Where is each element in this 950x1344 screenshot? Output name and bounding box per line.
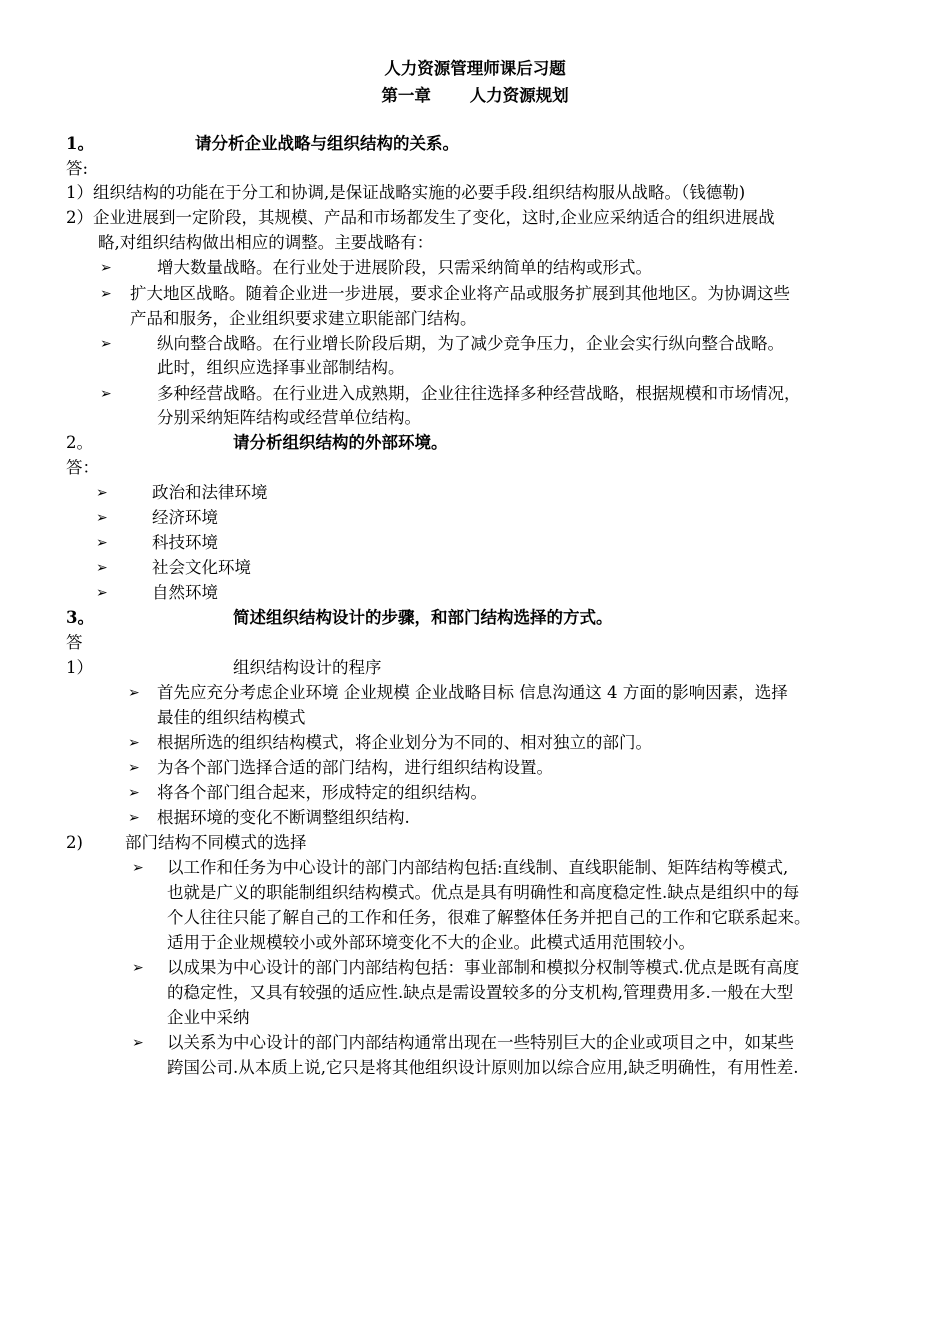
- q1-answer-label: 答:: [66, 159, 89, 178]
- bullet-arrow-icon: ➢: [100, 386, 112, 402]
- bullet-arrow-icon: ➢: [96, 535, 108, 551]
- q2-question: 请分析组织结构的外部环境。: [233, 433, 448, 452]
- q3-s1-step-2: 根据所选的组织结构模式，将企业划分为不同的、相对独立的部门。: [157, 733, 652, 752]
- q1-strategy-3-line-1: 纵向整合战略。在行业增长阶段后期，为了减少竞争压力，企业会实行纵向整合战略。: [157, 334, 784, 353]
- document-title: 人力资源管理师课后习题: [384, 59, 566, 78]
- q1-number: 1。: [66, 134, 94, 153]
- bullet-arrow-icon: ➢: [128, 810, 140, 826]
- q3-s2-mode-2-line-1: 以成果为中心设计的部门内部结构包括：事业部制和模拟分权制等模式.优点是既有高度: [167, 958, 800, 977]
- q3-s2-mode-1-line-4: 适用于企业规模较小或外部环境变化不大的企业。此模式适用范围较小。: [167, 933, 695, 952]
- bullet-arrow-icon: ➢: [132, 860, 144, 876]
- q1-strategy-3-line-2: 此时，组织应选择事业部制结构。: [157, 358, 405, 377]
- q3-section-1-title: 组织结构设计的程序: [233, 658, 382, 677]
- q3-section-2-title: 部门结构不同模式的选择: [125, 833, 307, 852]
- q2-answer-label: 答：: [66, 458, 99, 477]
- bullet-arrow-icon: ➢: [96, 585, 108, 601]
- bullet-arrow-icon: ➢: [100, 286, 112, 302]
- q2-env-item: 社会文化环境: [152, 558, 251, 577]
- bullet-arrow-icon: ➢: [128, 785, 140, 801]
- q3-s1-step-5: 根据环境的变化不断调整组织结构.: [157, 808, 410, 827]
- q3-s2-mode-3-line-1: 以关系为中心设计的部门内部结构通常出现在一些特别巨大的企业或项目之中，如某些: [167, 1033, 794, 1052]
- bullet-arrow-icon: ➢: [96, 560, 108, 576]
- q1-paragraph-1: 1）组织结构的功能在于分工和协调,是保证战略实施的必要手段.组织结构服从战略。（钱德勒): [66, 183, 746, 202]
- bullet-arrow-icon: ➢: [132, 1035, 144, 1051]
- q3-s2-mode-3-line-2: 跨国公司.从本质上说,它只是将其他组织设计原则加以综合应用,缺乏明确性，有用性差.: [167, 1058, 799, 1077]
- q1-paragraph-2-line-1: 2）企业进展到一定阶段，其规模、产品和市场都发生了变化，这时,企业应采纳适合的组织进展战: [66, 208, 775, 227]
- bullet-arrow-icon: ➢: [128, 760, 140, 776]
- q2-env-item: 科技环境: [152, 533, 218, 552]
- q3-s2-mode-2-line-2: 的稳定性，又具有较强的适应性.缺点是需设置较多的分支机构,管理费用多.一般在大型: [167, 983, 794, 1002]
- q1-strategy-2-line-2: 产品和服务，企业组织要求建立职能部门结构。: [130, 309, 477, 328]
- bullet-arrow-icon: ➢: [132, 960, 144, 976]
- q3-s2-mode-1-line-1: 以工作和任务为中心设计的部门内部结构包括:直线制、直线职能制、矩阵结构等模式,: [167, 858, 789, 877]
- q1-question: 请分析企业战略与组织结构的关系。: [195, 134, 459, 153]
- chapter-title: 第一章 人力资源规划: [381, 86, 569, 105]
- bullet-arrow-icon: ➢: [128, 735, 140, 751]
- bullet-arrow-icon: ➢: [96, 485, 108, 501]
- q3-s2-mode-1-line-3: 个人往往只能了解自己的工作和任务，很难了解整体任务并把自己的工作和它联系起来。: [167, 908, 811, 927]
- q3-s1-step-1-line-1: 首先应充分考虑企业环境 企业规模 企业战略目标 信息沟通这 4 方面的影响因素，选择: [157, 683, 788, 702]
- q3-question: 简述组织结构设计的步骤，和部门结构选择的方式。: [233, 608, 613, 627]
- q1-strategy-1: 增大数量战略。在行业处于进展阶段，只需采纳简单的结构或形式。: [157, 258, 652, 277]
- bullet-arrow-icon: ➢: [128, 685, 140, 701]
- q2-env-item: 经济环境: [152, 508, 218, 527]
- q3-answer-label: 答: [66, 633, 83, 652]
- q2-number: 2。: [66, 433, 93, 452]
- q1-strategy-4-line-2: 分别采纳矩阵结构或经营单位结构。: [157, 408, 421, 427]
- q3-s1-step-1-line-2: 最佳的组织结构模式: [157, 708, 306, 727]
- q3-s2-mode-1-line-2: 也就是广义的职能制组织结构模式。优点是具有明确性和高度稳定性.缺点是组织中的每: [167, 883, 800, 902]
- q3-section-2-number: 2): [66, 833, 83, 852]
- q2-env-item: 自然环境: [152, 583, 218, 602]
- q2-env-item: 政治和法律环境: [152, 483, 268, 502]
- bullet-arrow-icon: ➢: [100, 260, 112, 276]
- bullet-arrow-icon: ➢: [96, 510, 108, 526]
- q1-paragraph-2-line-2: 略,对组织结构做出相应的调整。主要战略有：: [98, 233, 434, 252]
- q1-strategy-4-line-1: 多种经营战略。在行业进入成熟期，企业往往选择多种经营战略，根据规模和市场情况，: [157, 384, 801, 403]
- q3-s1-step-4: 将各个部门组合起来，形成特定的组织结构。: [157, 783, 487, 802]
- q3-s2-mode-2-line-3: 企业中采纳: [167, 1008, 250, 1027]
- q3-section-1-number: 1）: [66, 658, 93, 677]
- q3-s1-step-3: 为各个部门选择合适的部门结构，进行组织结构设置。: [157, 758, 553, 777]
- q1-strategy-2-line-1: 扩大地区战略。随着企业进一步进展，要求企业将产品或服务扩展到其他地区。为协调这些: [130, 284, 790, 303]
- bullet-arrow-icon: ➢: [100, 336, 112, 352]
- q3-number: 3。: [66, 608, 94, 627]
